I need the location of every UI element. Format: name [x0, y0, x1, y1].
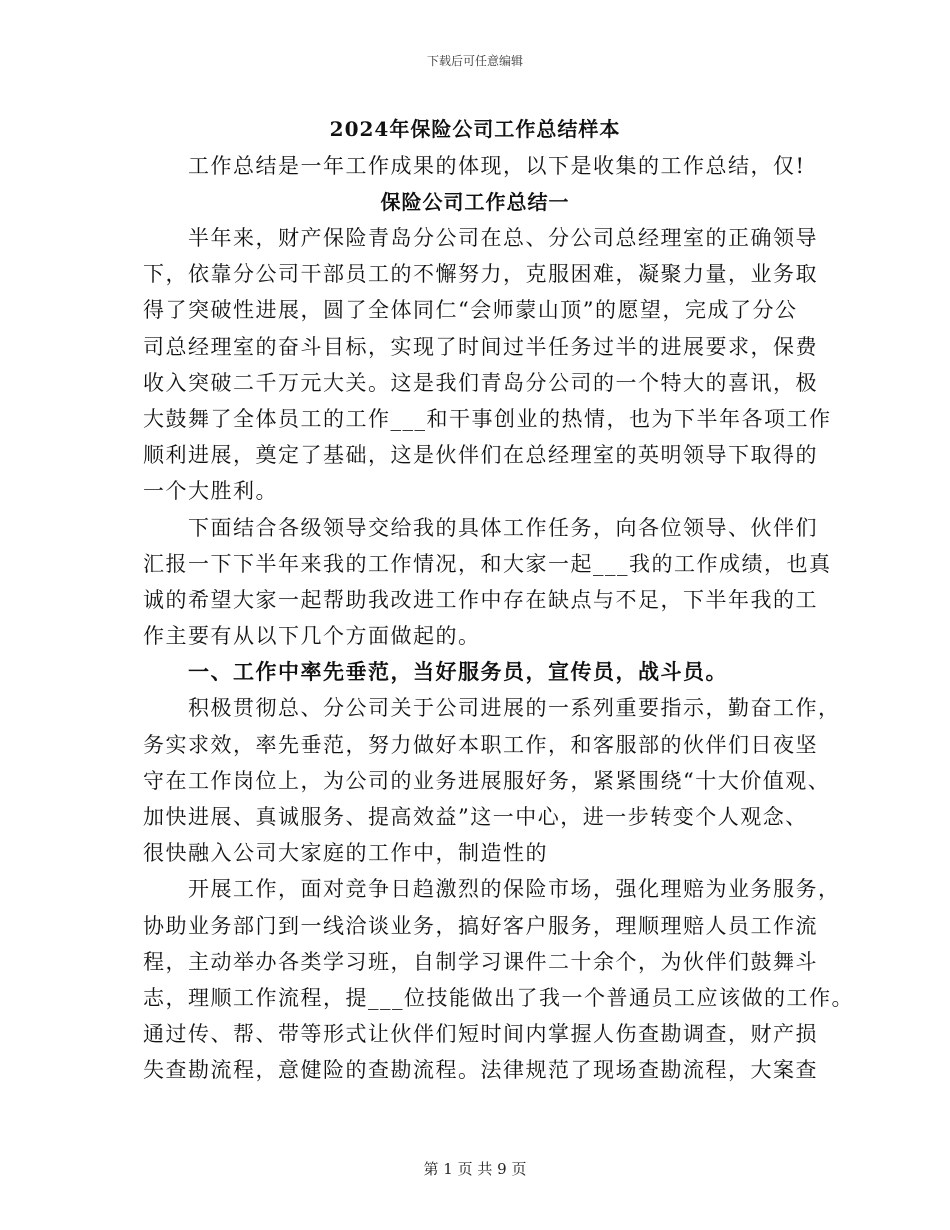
section-heading: 一、工作中率先垂范，当好服务员，宣传员，战斗员。 — [188, 659, 728, 685]
text-line: 很快融入公司大家庭的工作中，制造性的 — [143, 841, 548, 866]
text-line: 汇报一下下半年来我的工作情况，和大家一起___我的工作成绩，也真 — [143, 551, 832, 576]
text-line: 司总经理室的奋斗目标，实现了时间过半任务过半的进展要求，保费 — [143, 334, 818, 359]
text-line: 下面结合各级领导交给我的具体工作任务，向各位领导、伙伴们 — [188, 515, 818, 540]
text-line: 诚的希望大家一起帮助我改进工作中存在缺点与不足，下半年我的工 — [143, 587, 818, 612]
text-line: 下，依靠分公司干部员工的不懈努力，克服困难，凝聚力量，业务取 — [143, 262, 818, 287]
text-line: 失查勘流程，意健险的查勘流程。法律规范了现场查勘流程，大案查 — [143, 1058, 818, 1083]
page-footer: 第 1 页 共 9 页 — [423, 1160, 527, 1178]
text-line: 协助业务部门到一线洽谈业务，搞好客户服务，理顺理赔人员工作流 — [143, 913, 818, 938]
text-line: 守在工作岗位上，为公司的业务进展服好务，紧紧围绕“十大价值观、 — [143, 768, 831, 793]
text-line: 半年来，财产保险青岛分公司在总、分公司总经理室的正确领导 — [188, 226, 818, 250]
body-text — [143, 220, 854, 1089]
document-title: 2024年保险公司工作总结样本 — [329, 117, 621, 141]
text-line: 作主要有从以下几个方面做起的。 — [143, 624, 481, 649]
text-line: 大鼓舞了全体员工的工作___和干事创业的热情，也为下半年各项工作 — [143, 406, 832, 431]
text-line: 顺利进展，奠定了基础，这是伙伴们在总经理室的英明领导下取得的 — [143, 443, 818, 468]
text-line: 一个大胜利。 — [143, 479, 278, 504]
text-line: 通过传、帮、带等形式让伙伴们短时间内掌握人伤查勘调查，财产损 — [143, 1022, 818, 1047]
page-header: 下载后可任意编辑 — [426, 54, 523, 68]
text-line: 开展工作，面对竞争日趋激烈的保险市场，强化理赔为业务服务， — [188, 877, 841, 902]
intro-text: 工作总结是一年工作成果的体现，以下是收集的工作总结，仅! — [188, 154, 806, 178]
section-title: 保险公司工作总结一 — [380, 190, 570, 214]
text-line: 程，主动举办各类学习班，自制学习课件二十余个，为伙伴们鼓舞斗 — [143, 949, 818, 974]
text-line: 加快进展、真诚服务、提高效益”这一中心，进一步转变个人观念、 — [143, 805, 808, 829]
text-line: 收入突破二千万元大关。这是我们青岛分公司的一个特大的喜讯，极 — [143, 370, 818, 395]
text-line: 务实求效，率先垂范，努力做好本职工作，和客服部的伙伴们日夜坚 — [143, 732, 818, 757]
text-line: 得了突破性进展，圆了全体同仁“会师蒙山顶”的愿望，完成了分公 — [143, 298, 798, 323]
text-line: 积极贯彻总、分公司关于公司进展的一系列重要指示，勤奋工作， — [188, 696, 841, 721]
text-line: 志，理顺工作流程，提___位技能做出了我一个普通员工应该做的工作。 — [143, 985, 854, 1010]
